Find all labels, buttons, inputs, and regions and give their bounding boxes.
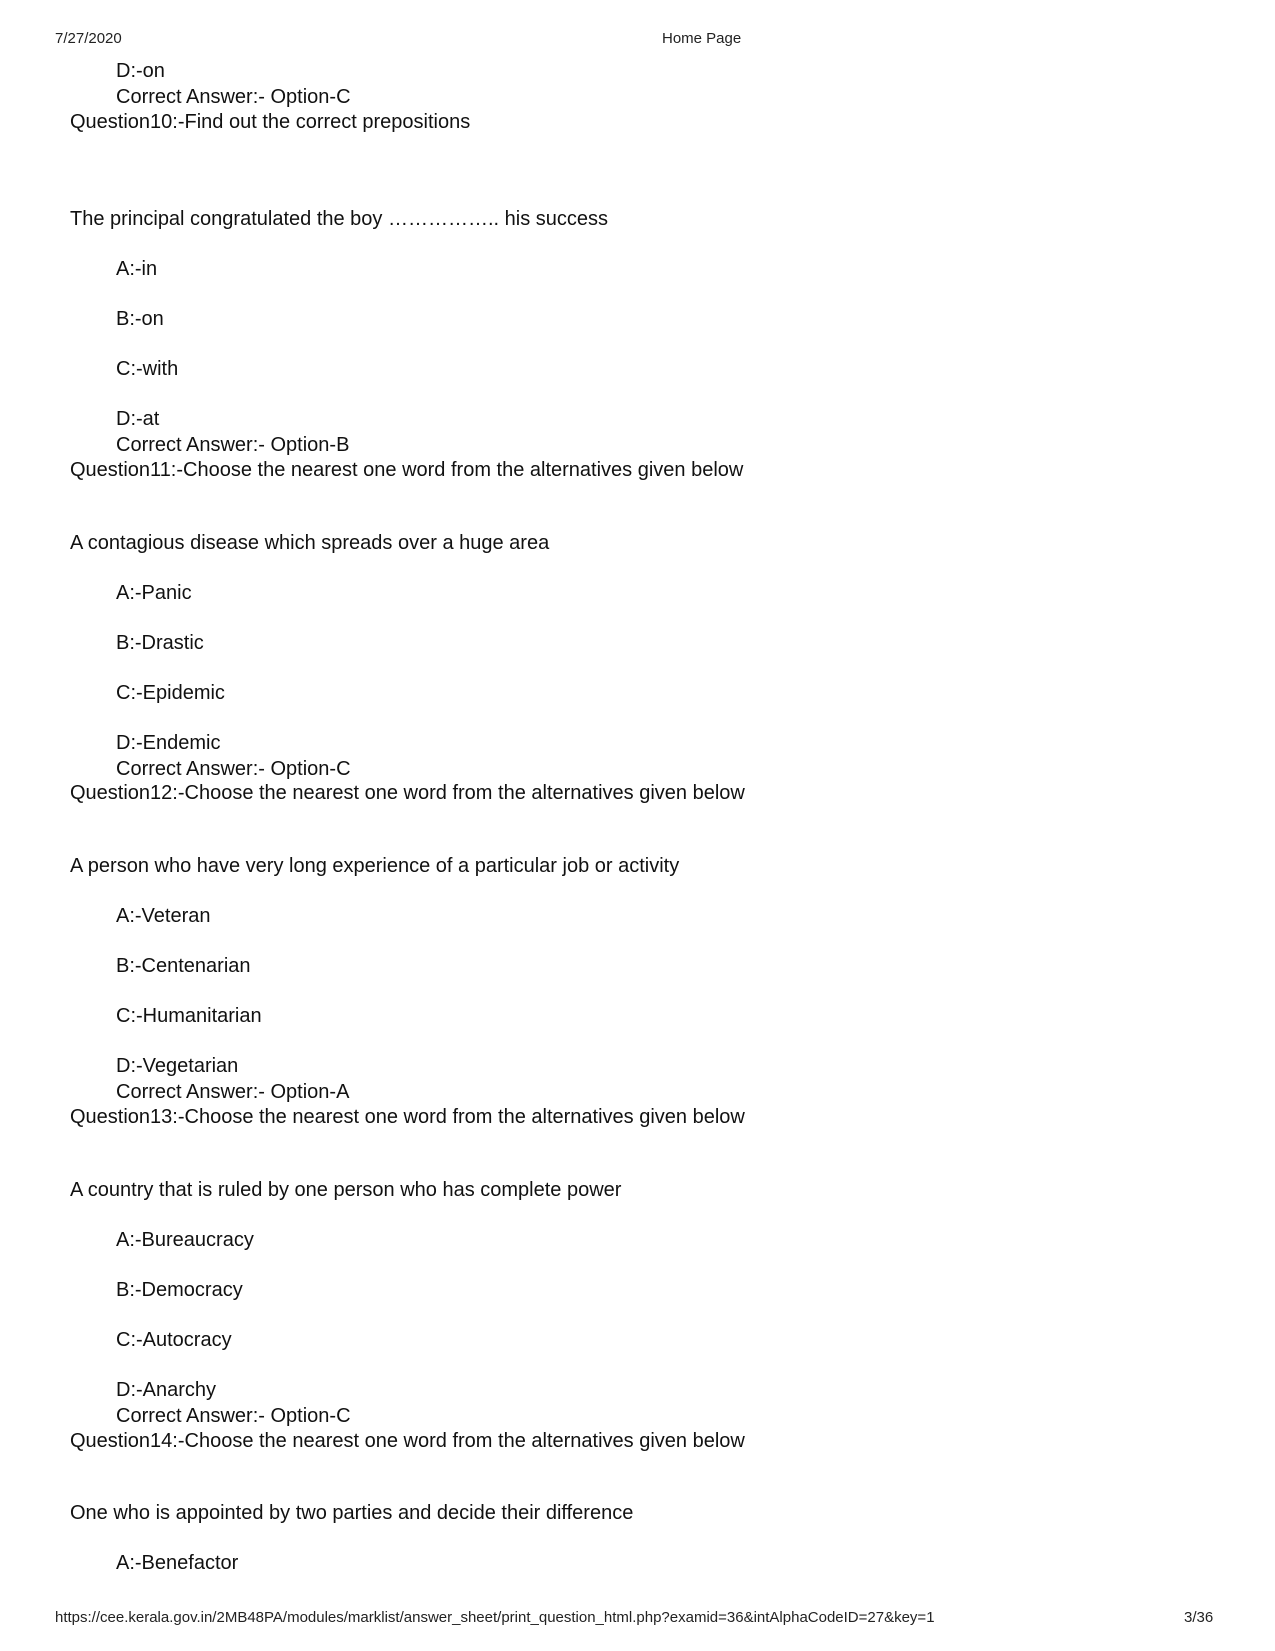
question-11-option-d: D:-Endemic <box>116 732 221 754</box>
prev-option-d: D:-on <box>116 60 165 82</box>
question-14-stem: One who is appointed by two parties and decide their difference <box>70 1502 634 1524</box>
question-10-option-b: B:-on <box>116 308 164 330</box>
question-11-option-c: C:-Epidemic <box>116 682 225 704</box>
question-11-option-b: B:-Drastic <box>116 632 204 654</box>
question-11-option-a: A:-Panic <box>116 582 192 604</box>
prev-correct-answer: Correct Answer:- Option-C <box>116 86 351 108</box>
question-14-option-a: A:-Benefactor <box>116 1552 239 1574</box>
question-10-option-c: C:-with <box>116 358 179 380</box>
question-11-title: Question11:-Choose the nearest one word from the alternatives given below <box>70 459 744 481</box>
question-10-option-d: D:-at <box>116 408 160 430</box>
question-14-title: Question14:-Choose the nearest one word from the alternatives given below <box>70 1430 745 1452</box>
print-date: 7/27/2020 <box>55 30 122 47</box>
question-12-correct-answer: Correct Answer:- Option-A <box>116 1081 350 1103</box>
question-12-option-a: A:-Veteran <box>116 905 211 927</box>
question-12-stem: A person who have very long experience of a particular job or activity <box>70 855 680 877</box>
footer-url: https://cee.kerala.gov.in/2MB48PA/modules/marklist/answer_sheet/print_question_html.php?examid=36&intAlphaCodeID=27&key=1 <box>55 1609 935 1626</box>
question-12-option-b: B:-Centenarian <box>116 955 251 977</box>
question-10-title: Question10:-Find out the correct prepositions <box>70 111 471 133</box>
question-10-correct-answer: Correct Answer:- Option-B <box>116 434 350 456</box>
question-13-option-d: D:-Anarchy <box>116 1379 217 1401</box>
page-number: 3/36 <box>1184 1609 1214 1626</box>
question-13-option-a: A:-Bureaucracy <box>116 1229 254 1251</box>
question-12-option-d: D:-Vegetarian <box>116 1055 239 1077</box>
question-12-title: Question12:-Choose the nearest one word from the alternatives given below <box>70 782 745 804</box>
question-11-correct-answer: Correct Answer:- Option-C <box>116 758 351 780</box>
question-13-stem: A country that is ruled by one person who has complete power <box>70 1179 622 1201</box>
question-13-correct-answer: Correct Answer:- Option-C <box>116 1405 351 1427</box>
question-13-option-c: C:-Autocracy <box>116 1329 232 1351</box>
page-title: Home Page <box>662 30 742 47</box>
question-10-option-a: A:-in <box>116 258 158 280</box>
question-13-option-b: B:-Democracy <box>116 1279 243 1301</box>
question-10-stem: The principal congratulated the boy …………….. his success <box>70 208 609 230</box>
question-11-stem: A contagious disease which spreads over a huge area <box>70 532 550 554</box>
question-12-option-c: C:-Humanitarian <box>116 1005 262 1027</box>
question-13-title: Question13:-Choose the nearest one word from the alternatives given below <box>70 1106 745 1128</box>
